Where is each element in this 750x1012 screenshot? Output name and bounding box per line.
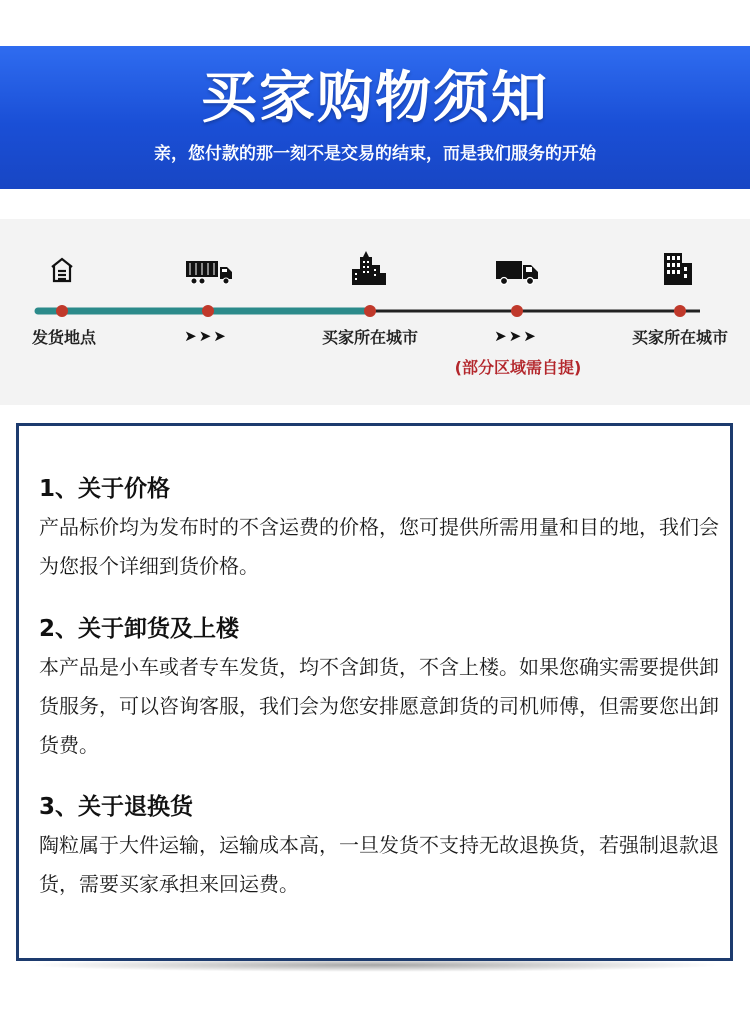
warehouse-icon (52, 259, 72, 281)
flow-dot (674, 305, 686, 317)
shipping-flow (0, 219, 750, 405)
flow-note: (部分区域需自提) (454, 358, 582, 377)
flow-label-destination: 买家所在城市 (631, 328, 729, 347)
section-title: 1、关于价格 (39, 476, 171, 502)
flow-dot (56, 305, 68, 317)
flow-dot (364, 305, 376, 317)
flow-dot (202, 305, 214, 317)
flow-arrows: ➤➤➤ (494, 327, 538, 345)
flow-dot (511, 305, 523, 317)
section-price (39, 472, 719, 586)
delivery-van-icon (496, 261, 538, 285)
flow-graphic (0, 219, 750, 405)
section-returns (39, 790, 719, 904)
city-buildings-icon (352, 251, 386, 285)
flow-arrows: ➤➤➤ (184, 327, 228, 345)
flow-label-origin: 发货地点 (31, 328, 97, 347)
section-body: 产品标价均为发布时的不含运费的价格，您可提供所需用量和目的地，我们会为您报个详细到货价格。 (39, 515, 719, 578)
page-title: 买家购物须知 (201, 66, 549, 131)
page-subtitle: 亲，您付款的那一刻不是交易的结束，而是我们服务的开始 (154, 144, 596, 164)
freight-truck-icon (186, 261, 232, 284)
flow-label-city: 买家所在城市 (321, 328, 419, 347)
header-banner (0, 46, 750, 189)
section-unloading (39, 612, 719, 765)
section-title: 2、关于卸货及上楼 (39, 616, 240, 642)
office-building-icon (664, 253, 692, 285)
section-body: 本产品是小车或者专车发货，均不含卸货，不含上楼。如果您确实需要提供卸货服务，可以咨询客服，我们会为您安排愿意卸货的司机师傅，但需要您出卸货费。 (39, 655, 719, 757)
notice-box (16, 423, 733, 961)
section-body: 陶粒属于大件运输，运输成本高，一旦发货不支持无故退换货，若强制退款退货，需要买家承担来回运费。 (39, 833, 719, 896)
section-title: 3、关于退换货 (39, 794, 194, 820)
